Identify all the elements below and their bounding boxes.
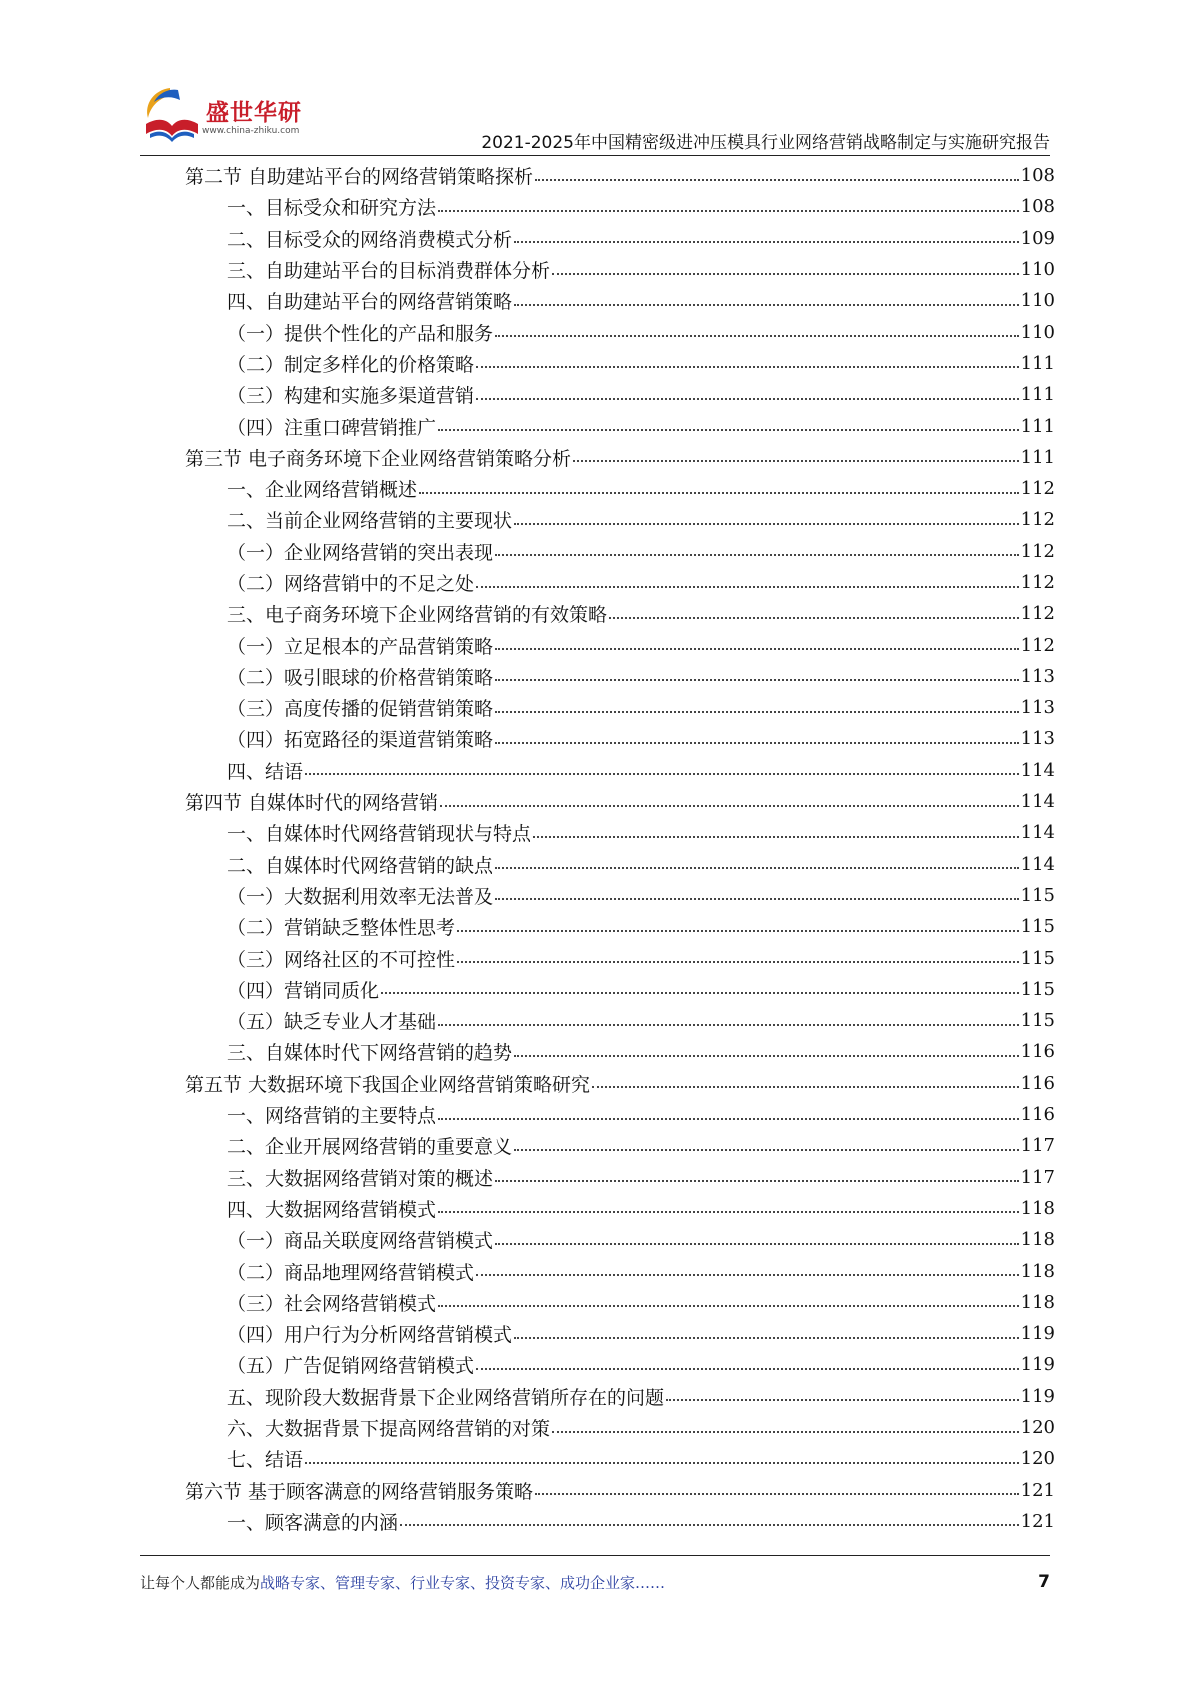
toc-entry-title: 三、大数据网络营销对策的概述 [227,1167,494,1190]
toc-dot-leader [400,1524,1019,1526]
toc-dot-leader [438,210,1019,212]
toc-entry-page: 108 [1020,165,1055,187]
toc-entry-title: 一、企业网络营销概述 [227,479,418,502]
toc-entry[interactable] [185,285,1055,316]
toc-entry[interactable] [185,1506,1055,1537]
toc-entry-title: （三）网络社区的不可控性 [227,948,456,971]
footer-slogan-roles: 战略专家、管理专家、行业专家、投资专家、成功企业家…… [260,1574,666,1592]
toc-entry[interactable] [185,1162,1055,1193]
toc-entry-page: 112 [1020,603,1055,625]
toc-entry-page: 111 [1020,384,1055,406]
toc-dot-leader [438,1024,1019,1026]
toc-dot-leader [495,898,1019,900]
toc-dot-leader [438,1211,1019,1213]
toc-dot-leader [514,523,1019,525]
toc-entry[interactable] [185,504,1055,535]
toc-entry[interactable] [185,1005,1055,1036]
toc-entry-page: 115 [1020,884,1055,906]
toc-entry-page: 108 [1020,196,1055,218]
toc-entry[interactable] [185,1318,1055,1349]
toc-entry-title: 第三节 电子商务环境下企业网络营销策略分析 [185,447,572,470]
toc-entry-title: 二、当前企业网络营销的主要现状 [227,510,513,533]
toc-entry-page: 120 [1020,1417,1055,1439]
toc-entry[interactable] [185,567,1055,598]
toc-dot-leader [514,1055,1019,1057]
toc-entry-title: 四、大数据网络营销模式 [227,1198,437,1221]
toc-entry[interactable] [185,1130,1055,1161]
toc-entry-title: （一）大数据利用效率无法普及 [227,885,494,908]
toc-entry-page: 110 [1020,259,1055,281]
toc-entry-title: 第六节 基于顾客满意的网络营销服务策略 [185,1480,534,1503]
toc-entry-title: （一）提供个性化的产品和服务 [227,322,494,345]
toc-entry-page: 116 [1020,1041,1055,1063]
toc-dot-leader [438,429,1019,431]
toc-entry-page: 113 [1020,728,1055,750]
toc-entry-title: （四）拓宽路径的渠道营销策略 [227,729,494,752]
toc-entry-page: 114 [1020,853,1055,875]
toc-entry[interactable] [185,1068,1055,1099]
toc-entry-page: 118 [1020,1291,1055,1313]
toc-entry[interactable] [185,692,1055,723]
toc-entry-title: （三）高度传播的促销营销策略 [227,698,494,721]
toc-entry[interactable] [185,316,1055,347]
footer-slogan-lead: 让每个人都能成为 [140,1574,261,1592]
toc-entry-page: 121 [1020,1510,1055,1532]
logo-text: 盛世华研 [206,100,302,126]
toc-entry-page: 115 [1020,916,1055,938]
toc-entry-title: （一）立足根本的产品营销策略 [227,635,494,658]
toc-entry-title: （四）营销同质化 [227,979,380,1002]
toc-entry-title: （二）吸引眼球的价格营销策略 [227,666,494,689]
toc-dot-leader [514,1149,1019,1151]
toc-entry-page: 113 [1020,697,1055,719]
toc-entry[interactable] [185,442,1055,473]
toc-dot-leader [495,679,1019,681]
toc-entry-title: 三、自助建站平台的目标消费群体分析 [227,260,551,283]
toc-entry-title: （三）社会网络营销模式 [227,1292,437,1315]
toc-entry-title: 二、目标受众的网络消费模式分析 [227,228,513,251]
toc-entry-title: 一、网络营销的主要特点 [227,1105,437,1128]
toc-entry-page: 114 [1020,759,1055,781]
logo-emblem-icon [140,84,204,146]
toc-entry[interactable] [185,1412,1055,1443]
toc-dot-leader [476,398,1019,400]
toc-entry-title: 第五节 大数据环境下我国企业网络营销策略研究 [185,1073,591,1096]
toc-entry-title: 四、结语 [227,760,304,783]
page-number: 7 [1038,1572,1050,1592]
toc-entry[interactable] [185,1349,1055,1380]
toc-dot-leader [552,273,1019,275]
toc-entry-title: 四、自助建站平台的网络营销策略 [227,291,513,314]
toc-dot-leader [495,1180,1019,1182]
toc-dot-leader [438,1118,1019,1120]
toc-entry[interactable] [185,379,1055,410]
toc-dot-leader [419,492,1019,494]
toc-dot-leader [476,366,1019,368]
toc-entry[interactable] [185,817,1055,848]
toc-entry-title: 五、现阶段大数据背景下企业网络营销所存在的问题 [227,1386,665,1409]
toc-entry[interactable] [185,1193,1055,1224]
toc-entry-page: 119 [1020,1323,1055,1345]
toc-entry-page: 121 [1020,1479,1055,1501]
toc-entry-page: 110 [1020,321,1055,343]
toc-dot-leader [438,1305,1019,1307]
toc-entry[interactable] [185,629,1055,660]
toc-entry-title: （五）广告促销网络营销模式 [227,1355,475,1378]
toc-entry[interactable] [185,348,1055,379]
toc-entry[interactable] [185,723,1055,754]
table-of-contents [185,160,1055,1537]
toc-dot-leader [305,1462,1019,1464]
toc-entry-page: 119 [1020,1354,1055,1376]
toc-entry-title: （二）商品地理网络营销模式 [227,1261,475,1284]
toc-dot-leader [495,742,1019,744]
toc-entry[interactable] [185,911,1055,942]
toc-entry-page: 112 [1020,572,1055,593]
toc-entry-page: 116 [1020,1104,1055,1126]
toc-dot-leader [666,1399,1019,1401]
toc-dot-leader [573,460,1019,462]
toc-entry-title: （二）制定多样化的价格策略 [227,353,475,376]
toc-entry-page: 114 [1020,791,1055,813]
toc-entry[interactable] [185,1255,1055,1286]
toc-entry-page: 112 [1020,540,1055,562]
toc-dot-leader [476,1368,1019,1370]
toc-entry[interactable] [185,160,1055,191]
toc-entry-page: 111 [1020,352,1055,374]
toc-dot-leader [514,241,1019,243]
logo-url: www.china-zhiku.com [202,126,300,136]
toc-entry-page: 117 [1020,1166,1055,1188]
toc-entry-title: （四）注重口碑营销推广 [227,416,437,439]
toc-entry[interactable] [185,598,1055,629]
toc-entry-page: 112 [1020,478,1055,500]
toc-entry[interactable] [185,410,1055,441]
toc-entry-title: 第二节 自助建站平台的网络营销策略探析 [185,166,534,189]
toc-entry-page: 115 [1020,947,1055,969]
footer-divider [140,1555,1050,1556]
toc-entry-page: 112 [1020,509,1055,531]
toc-dot-leader [495,1243,1019,1245]
toc-entry-title: 二、自媒体时代网络营销的缺点 [227,854,494,877]
toc-entry[interactable] [185,880,1055,911]
toc-entry-title: （四）用户行为分析网络营销模式 [227,1324,513,1347]
toc-entry-page: 113 [1020,665,1055,687]
toc-entry-page: 118 [1020,1197,1055,1219]
toc-entry[interactable] [185,473,1055,504]
toc-entry-page: 115 [1020,1010,1055,1032]
toc-dot-leader [440,805,1019,807]
toc-entry[interactable] [185,942,1055,973]
toc-entry-title: 七、结语 [227,1449,304,1472]
toc-entry-page: 110 [1020,290,1055,312]
toc-entry-page: 118 [1020,1229,1055,1251]
toc-entry[interactable] [185,755,1055,786]
toc-entry[interactable] [185,786,1055,817]
toc-dot-leader [514,304,1019,306]
toc-entry-page: 116 [1020,1072,1055,1094]
toc-entry-page: 111 [1020,446,1055,468]
company-logo [140,84,320,146]
toc-dot-leader [535,1493,1019,1495]
toc-entry[interactable] [185,536,1055,567]
page-footer [140,1572,1050,1600]
toc-entry[interactable] [185,1474,1055,1505]
toc-dot-leader [592,1086,1019,1088]
toc-entry[interactable] [185,1443,1055,1474]
toc-entry[interactable] [185,1381,1055,1412]
toc-dot-leader [495,867,1019,869]
toc-entry[interactable] [185,1287,1055,1318]
toc-entry[interactable] [185,1099,1055,1130]
toc-entry-page: 119 [1020,1385,1055,1407]
toc-entry[interactable] [185,661,1055,692]
toc-dot-leader [495,648,1019,650]
toc-entry[interactable] [185,254,1055,285]
toc-dot-leader [535,179,1019,181]
toc-dot-leader [495,711,1019,713]
toc-dot-leader [457,930,1019,932]
toc-dot-leader [476,586,1019,588]
toc-entry-title: （五）缺乏专业人才基础 [227,1011,437,1034]
toc-entry-title: 三、电子商务环境下企业网络营销的有效策略 [227,604,608,627]
toc-dot-leader [552,1431,1019,1433]
toc-dot-leader [609,617,1019,619]
toc-dot-leader [457,961,1019,963]
toc-entry-title: 第四节 自媒体时代的网络营销 [185,792,439,815]
toc-entry-title: 一、目标受众和研究方法 [227,197,437,220]
toc-dot-leader [533,836,1019,838]
toc-entry[interactable] [185,1224,1055,1255]
toc-entry-title: 六、大数据背景下提高网络营销的对策 [227,1418,551,1441]
toc-dot-leader [476,1274,1019,1276]
toc-entry-title: 三、自媒体时代下网络营销的趋势 [227,1042,513,1065]
toc-entry-page: 114 [1020,822,1055,844]
toc-dot-leader [514,1337,1019,1339]
toc-dot-leader [495,554,1019,556]
toc-entry-page: 112 [1020,634,1055,656]
toc-entry-page: 118 [1020,1260,1055,1282]
toc-entry[interactable] [185,849,1055,880]
page-header [140,78,1050,153]
toc-entry-title: 一、自媒体时代网络营销现状与特点 [227,823,532,846]
header-divider [140,155,1050,156]
toc-entry-page: 117 [1020,1135,1055,1157]
toc-entry-page: 120 [1020,1448,1055,1470]
report-title: 2021-2025年中国精密级进冲压模具行业网络营销战略制定与实施研究报告 [481,133,1050,153]
toc-entry-title: （三）构建和实施多渠道营销 [227,385,475,408]
toc-dot-leader [495,335,1019,337]
toc-entry-title: （二）营销缺乏整体性思考 [227,917,456,940]
toc-entry[interactable] [185,974,1055,1005]
toc-entry[interactable] [185,223,1055,254]
toc-entry[interactable] [185,1036,1055,1067]
toc-entry[interactable] [185,191,1055,222]
toc-entry-page: 109 [1020,227,1055,249]
toc-entry-title: （二）网络营销中的不足之处 [227,573,475,595]
toc-entry-title: 一、顾客满意的内涵 [227,1511,399,1534]
toc-entry-page: 111 [1020,415,1055,437]
toc-dot-leader [305,773,1019,775]
toc-entry-title: （一）企业网络营销的突出表现 [227,541,494,564]
toc-entry-title: （一）商品关联度网络营销模式 [227,1230,494,1253]
toc-entry-title: 二、企业开展网络营销的重要意义 [227,1136,513,1159]
toc-dot-leader [381,992,1019,994]
toc-entry-page: 115 [1020,978,1055,1000]
